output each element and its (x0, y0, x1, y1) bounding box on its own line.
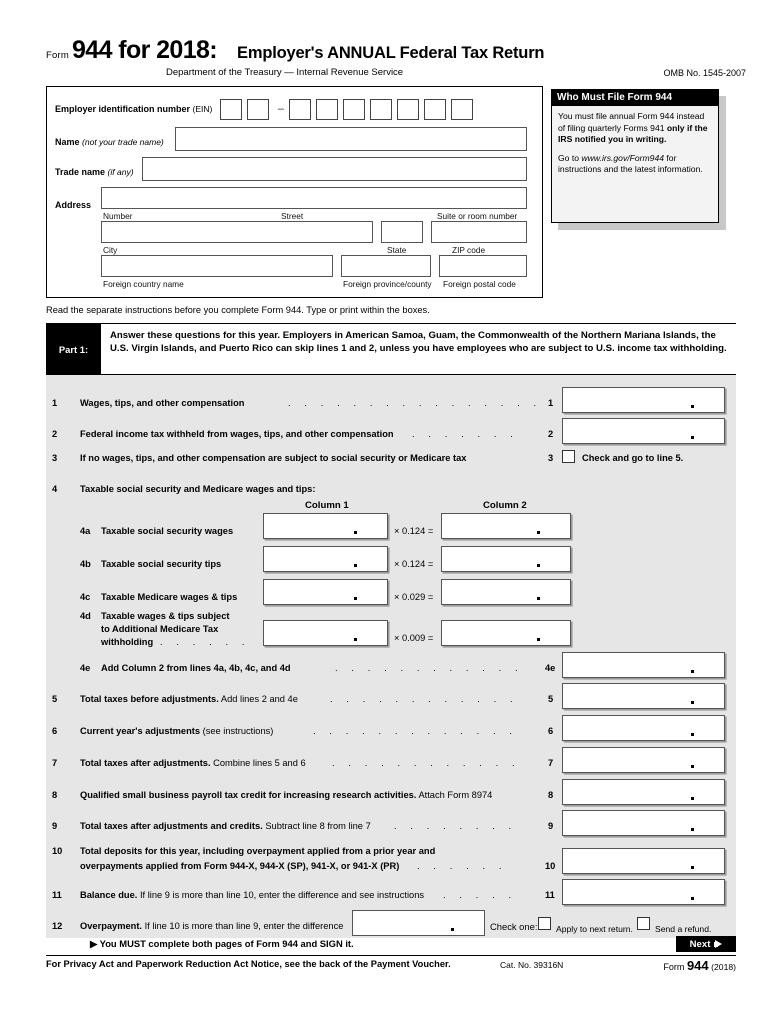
wmf-p2-pre: Go to (558, 152, 582, 163)
state-input[interactable] (381, 221, 423, 243)
line-3-check-label: Check and go to line 5. (582, 453, 684, 463)
line-4b-number: 4b (80, 559, 91, 569)
line-3-label: If no wages, tips, and other compensation are subject to social security or Medicare tax (80, 453, 467, 463)
line-11-amount-input[interactable] (562, 879, 725, 905)
line-7-amount-input[interactable] (562, 747, 725, 773)
line-11-label: Balance due. If line 9 is more than line 10, enter the difference and see instructions (80, 890, 425, 900)
line-4c-label: Taxable Medicare wages & tips (101, 592, 238, 602)
line-4a-col2-input[interactable] (441, 513, 571, 539)
name-input[interactable] (175, 127, 527, 151)
decimal-dot-icon (354, 531, 357, 534)
line-4e-leader: . . . . . . . . . . . . (335, 663, 524, 673)
form-footer-id (663, 958, 736, 973)
line-4e-box-number: 4e (545, 663, 556, 673)
decimal-dot-icon (691, 670, 694, 673)
line-12-amount-input[interactable] (352, 910, 485, 936)
line-7-box-number: 7 (548, 758, 554, 768)
line-12-apply-next-return-checkbox[interactable] (538, 917, 551, 930)
line-6-label: Current year's adjustments (see instructions) (80, 726, 274, 736)
arrow-right-icon (714, 940, 722, 948)
line-10-amount-input[interactable] (562, 848, 725, 874)
line-11-box-number: 11 (545, 890, 555, 900)
wmf-p2-post: for instructions and the latest information. (558, 152, 703, 175)
line-6-amount-input[interactable] (562, 715, 725, 741)
line-6-leader: . . . . . . . . . . . . . (313, 726, 518, 736)
ein-input-group (220, 99, 478, 120)
line-12-send-refund-label: Send a refund. (655, 924, 712, 934)
decimal-dot-icon (691, 897, 694, 900)
line-4-label: Taxable social security and Medicare wages and tips: (80, 484, 316, 494)
footer-form-number: 944 (686, 958, 709, 973)
line-9-label: Total taxes after adjustments and credits. Subtract line 8 from line 7 (80, 821, 371, 831)
decimal-dot-icon (537, 597, 540, 600)
line-6-box-number: 6 (548, 726, 554, 736)
line-11-leader: . . . . . (443, 890, 517, 900)
line-4c-number: 4c (80, 592, 91, 602)
line-4c-col2-input[interactable] (441, 579, 571, 605)
line-4d-rate: × 0.009 = (394, 633, 434, 643)
line-12-send-refund-checkbox[interactable] (637, 917, 650, 930)
city-input[interactable] (101, 221, 373, 243)
column-1-header: Column 1 (305, 500, 349, 511)
line-2-leader: . . . . . . . (412, 429, 519, 439)
decimal-dot-icon (691, 765, 694, 768)
part-1-tag: Part 1: (46, 324, 101, 374)
line-10-label-2: overpayments applied from Form 944-X, 944-X (SP), 941-X, or 941-X (PR) (80, 861, 400, 871)
line-4e-label: Add Column 2 from lines 4a, 4b, 4c, and 4d (101, 663, 291, 673)
decimal-dot-icon (451, 928, 454, 931)
line-2-box-number: 2 (548, 429, 554, 439)
line-8-label: Qualified small business payroll tax credit for increasing research activities. Attach Form 8974 (80, 790, 493, 800)
line-4-number: 4 (52, 484, 58, 494)
line-2-amount-input[interactable] (562, 418, 725, 444)
irs-website-link[interactable]: www.irs.gov/Form944 (581, 152, 665, 163)
line-4a-label: Taxable social security wages (101, 526, 234, 536)
part-1-instructions: Answer these questions for this year. Employers in American Samoa, Guam, the Commonwealth of the Northern Mariana Islands, the U.S. Virgin Islands, and Puerto Rico can skip lines 1 and 2, unless you have employees who are subject to U.S. income tax withholding. (110, 330, 727, 355)
line-2-label: Federal income tax withheld from wages, tips, and other compensation (80, 429, 394, 439)
decimal-dot-icon (537, 531, 540, 534)
page-title: Employer's ANNUAL Federal Tax Return (237, 44, 545, 62)
decimal-dot-icon (691, 828, 694, 831)
address-label: Address (55, 200, 92, 210)
line-9-leader: . . . . . . . . (394, 821, 517, 831)
ein-digit-5[interactable] (343, 99, 365, 120)
caption-street: Street (281, 211, 304, 221)
line-8-box-number: 8 (548, 790, 554, 800)
line-1-leader: . . . . . . . . . . . . . . . . (288, 398, 542, 408)
ein-dash: – (277, 103, 284, 115)
line-4d-col1-input[interactable] (263, 620, 388, 646)
line-1-amount-input[interactable] (562, 387, 725, 413)
catalog-number: Cat. No. 39316N (500, 960, 564, 970)
trade-name-input[interactable] (142, 157, 527, 181)
line-4b-rate: × 0.124 = (394, 559, 434, 569)
line-5-leader: . . . . . . . . . . . . (330, 694, 519, 704)
decimal-dot-icon (354, 597, 357, 600)
part-1-header (46, 323, 736, 375)
caption-foreign-postal: Foreign postal code (443, 279, 516, 289)
caption-city: City (103, 245, 118, 255)
line-8-number: 8 (52, 790, 58, 800)
line-7-leader: . . . . . . . . . . . . (332, 758, 521, 768)
line-4b-col2-input[interactable] (441, 546, 571, 572)
line-1-box-number: 1 (548, 398, 554, 408)
line-12-number: 12 (52, 921, 63, 931)
foreign-postal-input[interactable] (439, 255, 527, 277)
wmf-p1-text: You must file annual Form 944 instead of filing quarterly Forms 941 (558, 111, 705, 133)
ein-digit-1[interactable] (220, 99, 242, 120)
decimal-dot-icon (691, 797, 694, 800)
decimal-dot-icon (691, 405, 694, 408)
line-4d-label-3: withholding (101, 637, 154, 647)
line-12-check-one-label: Check one: (490, 921, 538, 932)
line-3-checkbox[interactable] (562, 450, 575, 463)
zip-input[interactable] (431, 221, 527, 243)
must-complete-note: ▶ You MUST complete both pages of Form 944 and SIGN it. (90, 938, 354, 949)
caption-zip: ZIP code (452, 245, 486, 255)
footer-form-year: (2018) (711, 962, 736, 972)
line-12-label: Overpayment. If line 10 is more than line 9, enter the difference (80, 921, 344, 931)
foreign-province-input[interactable] (341, 255, 431, 277)
decimal-dot-icon (691, 701, 694, 704)
omb-number: OMB No. 1545-2007 (663, 68, 746, 78)
line-4b-col1-input[interactable] (263, 546, 388, 572)
line-9-box-number: 9 (548, 821, 554, 831)
line-7-label: Total taxes after adjustments. Combine lines 5 and 6 (80, 758, 306, 768)
ein-digit-2[interactable] (247, 99, 269, 120)
ein-row (55, 97, 535, 121)
line-12-apply-next-return-label: Apply to next return. (556, 924, 633, 934)
line-9-number: 9 (52, 821, 58, 831)
line-4d-col2-input[interactable] (441, 620, 571, 646)
line-2-number: 2 (52, 429, 58, 439)
line-4b-label: Taxable social security tips (101, 559, 222, 569)
decimal-dot-icon (354, 564, 357, 567)
employer-info-box (46, 86, 543, 298)
next-button-label: Next (689, 938, 711, 950)
ein-digit-9[interactable] (451, 99, 473, 120)
caption-state: State (387, 245, 407, 255)
decimal-dot-icon (354, 638, 357, 641)
ein-digit-7[interactable] (397, 99, 419, 120)
decimal-dot-icon (537, 638, 540, 641)
form-word-label: Form (46, 50, 69, 61)
foreign-country-input[interactable] (101, 255, 333, 277)
who-must-file-paragraph-2 (558, 153, 712, 176)
line-4c-col1-input[interactable] (263, 579, 388, 605)
read-instructions-note: Read the separate instructions before you complete Form 944. Type or print within the boxes. (46, 305, 430, 315)
privacy-act-notice: For Privacy Act and Paperwork Reduction Act Notice, see the back of the Payment Voucher. (46, 959, 451, 969)
line-6-number: 6 (52, 726, 58, 736)
next-button[interactable] (676, 936, 736, 952)
decimal-dot-icon (691, 866, 694, 869)
ein-digit-4[interactable] (316, 99, 338, 120)
line-5-amount-input[interactable] (562, 683, 725, 709)
line-10-box-number: 10 (545, 861, 556, 871)
line-4d-label-2: to Additional Medicare Tax (101, 624, 219, 634)
line-9-amount-input[interactable] (562, 810, 725, 836)
caption-foreign-province: Foreign province/county (343, 279, 432, 289)
who-must-file-title: Who Must File Form 944 (552, 90, 718, 106)
wmf-p1-bold: only if the IRS notified you in writing. (558, 122, 708, 145)
line-4e-number: 4e (80, 663, 91, 673)
line-4a-rate: × 0.124 = (394, 526, 434, 536)
who-must-file-paragraph-1 (558, 111, 712, 146)
who-must-file-box (551, 89, 719, 223)
address-street-input[interactable] (101, 187, 527, 209)
who-must-file-body (552, 106, 718, 176)
line-8-amount-input[interactable] (562, 779, 725, 805)
caption-number: Number (103, 211, 133, 221)
line-1-label: Wages, tips, and other compensation (80, 398, 245, 408)
line-1-number: 1 (52, 398, 58, 408)
name-label: Name (not your trade name) (55, 137, 164, 147)
caption-suite: Suite or room number (437, 211, 518, 221)
ein-label: Employer identification number (EIN) (55, 104, 213, 114)
line-11-number: 11 (52, 890, 62, 900)
line-10-leader: . . . . . . (417, 861, 508, 871)
line-4a-number: 4a (80, 526, 91, 536)
line-3-box-number: 3 (548, 453, 554, 463)
line-10-label-1: Total deposits for this year, including overpayment applied from a prior year and (80, 846, 436, 856)
trade-name-label: Trade name (if any) (55, 167, 134, 177)
line-4c-rate: × 0.029 = (394, 592, 434, 602)
footer-divider (46, 955, 736, 956)
department-subtitle: Department of the Treasury — Internal Revenue Service (166, 67, 404, 78)
line-4d-label-1: Taxable wages & tips subject (101, 611, 230, 621)
line-4d-number: 4d (80, 611, 91, 621)
line-5-number: 5 (52, 694, 58, 704)
line-4d-leader: . . . . . . (160, 637, 251, 647)
line-5-box-number: 5 (548, 694, 554, 704)
line-5-label: Total taxes before adjustments. Add lines 2 and 4e (80, 694, 298, 704)
decimal-dot-icon (691, 436, 694, 439)
ein-digit-3[interactable] (289, 99, 311, 120)
caption-foreign-country: Foreign country name (103, 279, 184, 289)
decimal-dot-icon (537, 564, 540, 567)
line-3-number: 3 (52, 453, 58, 463)
column-2-header: Column 2 (483, 500, 527, 511)
ein-digit-6[interactable] (370, 99, 392, 120)
footer-form-word: Form (663, 962, 685, 972)
line-10-number: 10 (52, 846, 63, 856)
line-7-number: 7 (52, 758, 58, 768)
form-number-year: 944 for 2018: (71, 36, 218, 64)
line-4e-amount-input[interactable] (562, 652, 725, 678)
line-4a-col1-input[interactable] (263, 513, 388, 539)
decimal-dot-icon (691, 733, 694, 736)
ein-digit-8[interactable] (424, 99, 446, 120)
